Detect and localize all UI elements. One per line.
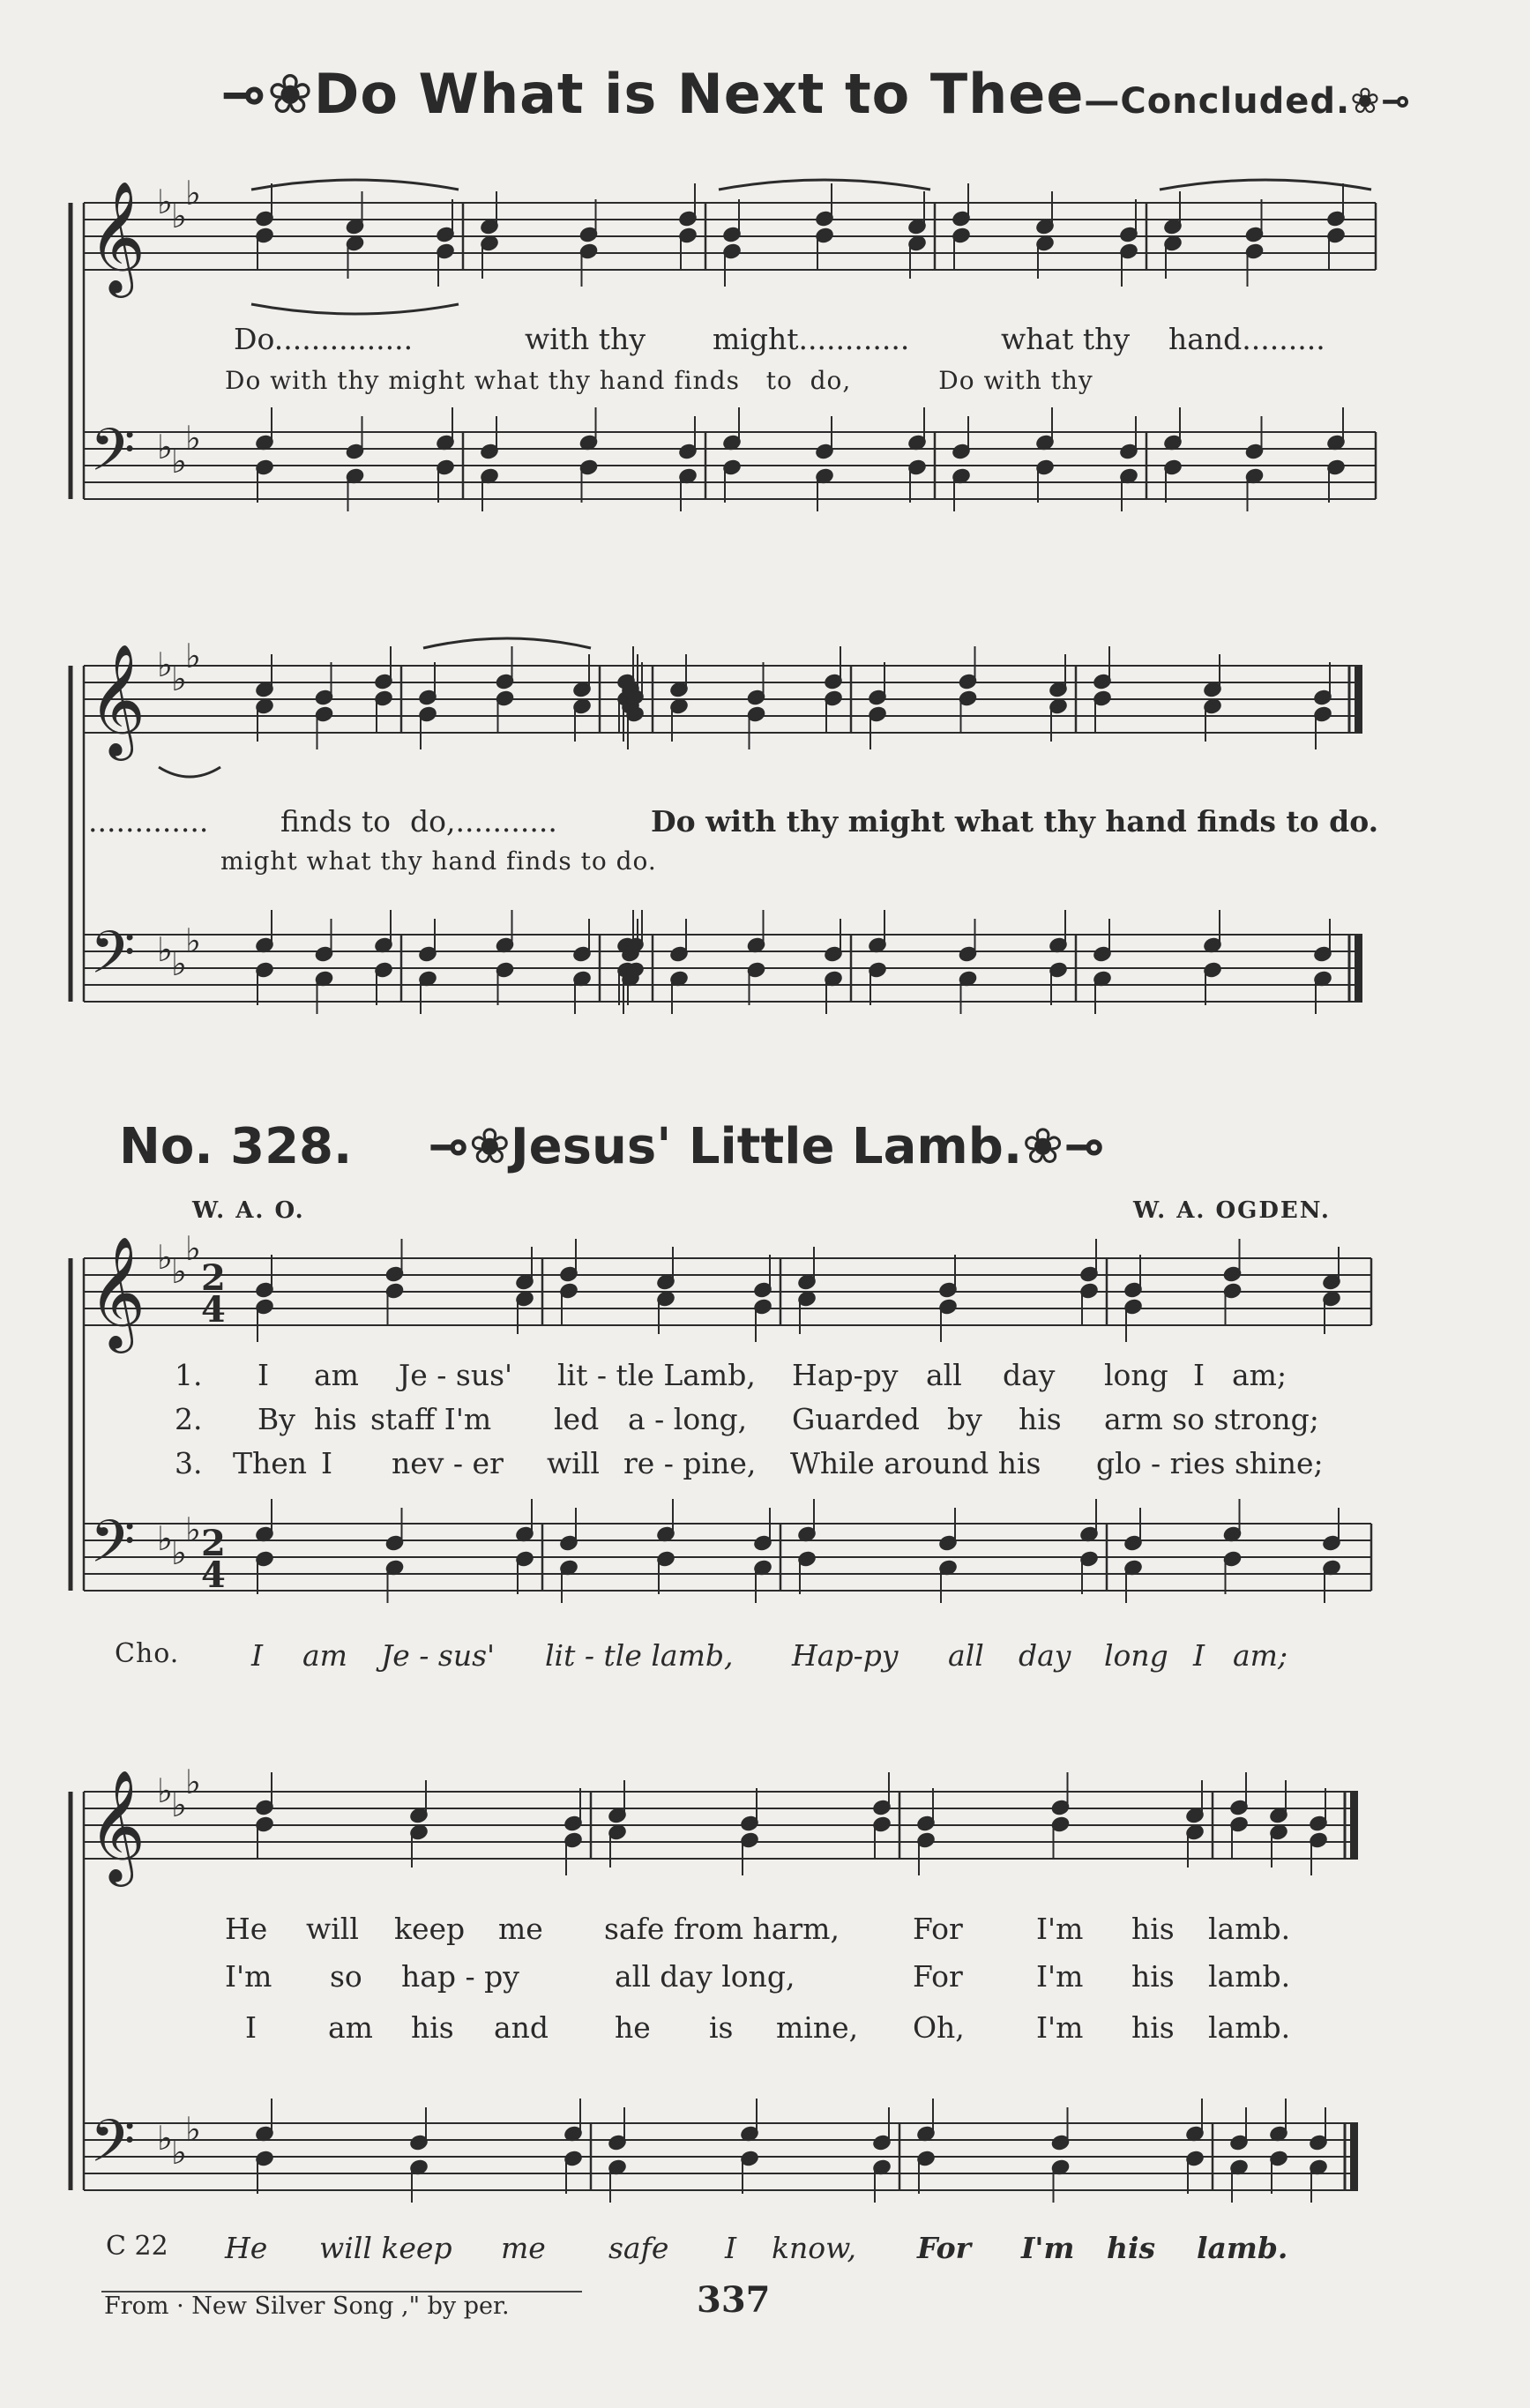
verse-word: am <box>314 1358 359 1392</box>
title-ornament-right: ❀⊸ <box>1350 81 1412 122</box>
chorus2-word: me <box>501 2231 546 2265</box>
treble-clef: 𝄞 <box>88 643 146 756</box>
lyric-top-9: Do with thy might what thy hand finds to do. <box>651 804 1379 839</box>
chorus-word: day <box>1019 1638 1071 1673</box>
flat-sign: ♭ <box>157 1771 173 1810</box>
verse2-word: For <box>913 1959 963 1994</box>
flat-sign: ♭ <box>171 442 187 481</box>
treble-clef: 𝄞 <box>88 1235 146 1348</box>
verse2-word: He <box>225 1912 268 1946</box>
lyric-top-8: do,........... <box>410 804 557 839</box>
time-signature: 2 <box>201 1257 226 1299</box>
verse-word: a - long, <box>628 1402 748 1436</box>
chorus-word: long <box>1104 1638 1168 1673</box>
chorus2-word: his <box>1107 2231 1156 2265</box>
verse-word: Je - sus' <box>399 1358 513 1392</box>
chorus-label-2: C 22 <box>106 2231 168 2262</box>
chorus2-word: For <box>917 2231 972 2265</box>
chorus2-word: lamb. <box>1197 2231 1288 2265</box>
lyric-top-7: finds to <box>280 804 391 839</box>
chorus2-word: I'm <box>1021 2231 1075 2265</box>
title-ornament-right-2: ❀⊸ <box>1022 1118 1105 1175</box>
time-signature: 2 <box>201 1523 226 1564</box>
verse-number: 1. <box>175 1358 203 1392</box>
lyric-top-4: what thy <box>1001 322 1131 356</box>
verse2-word: hap - py <box>401 1959 519 1994</box>
flat-sign: ♭ <box>157 428 173 466</box>
final-barline <box>1350 2123 1358 2190</box>
verse-word: re - pine, <box>623 1446 757 1480</box>
verse2-word: his <box>1131 1959 1175 1994</box>
verse-number: 2. <box>175 1402 203 1436</box>
chorus-word: I <box>251 1638 264 1673</box>
verse2-word: all day long, <box>615 1959 795 1994</box>
chorus-word: Je - sus' <box>381 1638 496 1673</box>
verse-word: am; <box>1232 1358 1287 1392</box>
verse2-word: Oh, <box>913 2010 965 2045</box>
verse2-word: lamb. <box>1208 1912 1291 1946</box>
chorus2-word: I <box>725 2231 737 2265</box>
verse-word: arm so strong; <box>1104 1402 1319 1436</box>
verse2-word: me <box>498 1912 543 1946</box>
verse2-word: lamb. <box>1208 1959 1291 1994</box>
flat-sign: ♭ <box>157 1238 173 1277</box>
tie-slur <box>251 180 459 190</box>
chorus2-word: safe <box>608 2231 669 2265</box>
chorus-word: Hap-py <box>792 1638 899 1673</box>
bass-clef: 𝄢 <box>90 416 136 498</box>
verse2-word: he <box>615 2010 651 2045</box>
verse-word: I <box>321 1446 333 1480</box>
verse2-word: will <box>306 1912 359 1946</box>
title-ornament-left-2: ⊸❀ <box>428 1118 511 1175</box>
flat-sign: ♭ <box>171 660 187 698</box>
chorus-word: am; <box>1233 1638 1288 1673</box>
words-credit: W. A. O. <box>192 1197 305 1224</box>
verse-number: 3. <box>175 1446 203 1480</box>
bass-clef: 𝄢 <box>90 1508 136 1590</box>
verse-word: led <box>554 1402 600 1436</box>
verse2-word: and <box>494 2010 549 2045</box>
flat-sign: ♭ <box>171 1252 187 1291</box>
lyric-bottom-2: might what thy hand finds to do. <box>220 846 657 876</box>
tie-slur <box>1160 180 1371 190</box>
verse2-word: For <box>913 1912 963 1946</box>
flat-sign: ♭ <box>185 921 201 960</box>
bass-clef: 𝄢 <box>90 919 136 1001</box>
verse2-word: so <box>330 1959 362 1994</box>
flat-sign: ♭ <box>185 2110 201 2149</box>
verse2-word: I'm <box>1036 2010 1084 2045</box>
verse-word: Then <box>233 1446 308 1480</box>
verse-word: his <box>1019 1402 1062 1436</box>
verse2-word: I <box>245 2010 257 2045</box>
chorus-word: all <box>948 1638 984 1673</box>
verse-word: staff I'm <box>370 1402 492 1436</box>
time-signature: 4 <box>201 1289 226 1331</box>
tie-slur <box>423 638 591 648</box>
verse-word: I <box>1193 1358 1205 1392</box>
flat-sign: ♭ <box>171 1533 187 1572</box>
verse-word: Hap-py <box>792 1358 899 1392</box>
lyric-top-2: with thy <box>525 322 646 356</box>
music-credit: W. A. OGDEN. <box>1133 1197 1331 1224</box>
time-signature: 4 <box>201 1554 226 1596</box>
chorus2-word: will keep <box>319 2231 452 2265</box>
verse2-word: I'm <box>225 1959 272 1994</box>
flat-sign: ♭ <box>185 637 201 675</box>
verse-word: Guarded <box>792 1402 920 1436</box>
title-sub: —Concluded. <box>1084 81 1351 122</box>
flat-sign: ♭ <box>171 944 187 983</box>
verse-word: long <box>1104 1358 1168 1392</box>
verse2-word: am <box>328 2010 373 2045</box>
verse2-word: lamb. <box>1208 2010 1291 2045</box>
chorus-word: lit - tle lamb, <box>545 1638 734 1673</box>
lyric-top-1: Do............... <box>234 322 414 356</box>
verse-word: will <box>547 1446 600 1480</box>
footer-note: From · New Silver Song ," by per. <box>104 2292 510 2320</box>
tie-slur <box>159 767 220 777</box>
chorus2-word: He <box>225 2231 268 2265</box>
verse-word: by <box>947 1402 982 1436</box>
verse2-word: mine, <box>776 2010 859 2045</box>
chorus2-word: know, <box>772 2231 856 2265</box>
verse-word: his <box>314 1402 357 1436</box>
flat-sign: ♭ <box>157 1519 173 1558</box>
song-number: No. 328. <box>119 1118 353 1175</box>
flat-sign: ♭ <box>157 930 173 969</box>
tie-slur <box>719 180 930 190</box>
lyric-bottom-1: Do with thy might what thy hand finds to do, Do with thy <box>225 366 1093 395</box>
chorus-word: I <box>1193 1638 1205 1673</box>
verse2-word: keep <box>394 1912 466 1946</box>
chorus-label: Cho. <box>115 1638 180 1669</box>
flat-sign: ♭ <box>157 183 173 221</box>
verse2-word: his <box>1131 1912 1175 1946</box>
chorus-word: am <box>302 1638 347 1673</box>
verse2-word: his <box>1131 2010 1175 2045</box>
flat-sign: ♭ <box>171 1785 187 1824</box>
verse-word: all <box>926 1358 962 1392</box>
verse2-word: I'm <box>1036 1959 1084 1994</box>
song-title-text: Jesus' Little Lamb. <box>510 1118 1023 1175</box>
flat-sign: ♭ <box>185 174 201 212</box>
title-ornament-left: ⊸❀ <box>220 62 314 126</box>
treble-clef: 𝄞 <box>88 180 146 293</box>
final-barline <box>1350 1792 1358 1859</box>
verse2-word: is <box>709 2010 734 2045</box>
final-barline <box>1355 935 1362 1002</box>
tie-slur <box>251 304 459 314</box>
verse-word: day <box>1003 1358 1056 1392</box>
flat-sign: ♭ <box>185 1763 201 1801</box>
page-number: 337 <box>697 2279 771 2321</box>
verse-word: nev - er <box>392 1446 504 1480</box>
flat-sign: ♭ <box>185 1229 201 1268</box>
verse2-word: his <box>411 2010 454 2045</box>
treble-clef: 𝄞 <box>88 1769 146 1882</box>
flat-sign: ♭ <box>185 1510 201 1549</box>
bass-clef: 𝄢 <box>90 2107 136 2189</box>
flat-sign: ♭ <box>171 2133 187 2172</box>
verse2-word: I'm <box>1036 1912 1084 1946</box>
lyric-top-6: ............. <box>88 804 209 839</box>
flat-sign: ♭ <box>185 419 201 458</box>
verse2-word: safe from harm, <box>604 1912 840 1946</box>
flat-sign: ♭ <box>171 197 187 235</box>
verse-word: lit - tle Lamb, <box>557 1358 756 1392</box>
flat-sign: ♭ <box>157 645 173 684</box>
flat-sign: ♭ <box>157 2119 173 2158</box>
final-barline <box>1355 666 1362 733</box>
lyric-top-5: hand......... <box>1168 322 1325 356</box>
verse-word: glo - ries shine; <box>1096 1446 1324 1480</box>
verse-word: By <box>257 1402 295 1436</box>
lyric-top-3: might............ <box>713 322 910 356</box>
verse-word: I <box>257 1358 270 1392</box>
title-main: Do What is Next to Thee <box>313 62 1085 126</box>
verse-word: While around his <box>790 1446 1041 1480</box>
